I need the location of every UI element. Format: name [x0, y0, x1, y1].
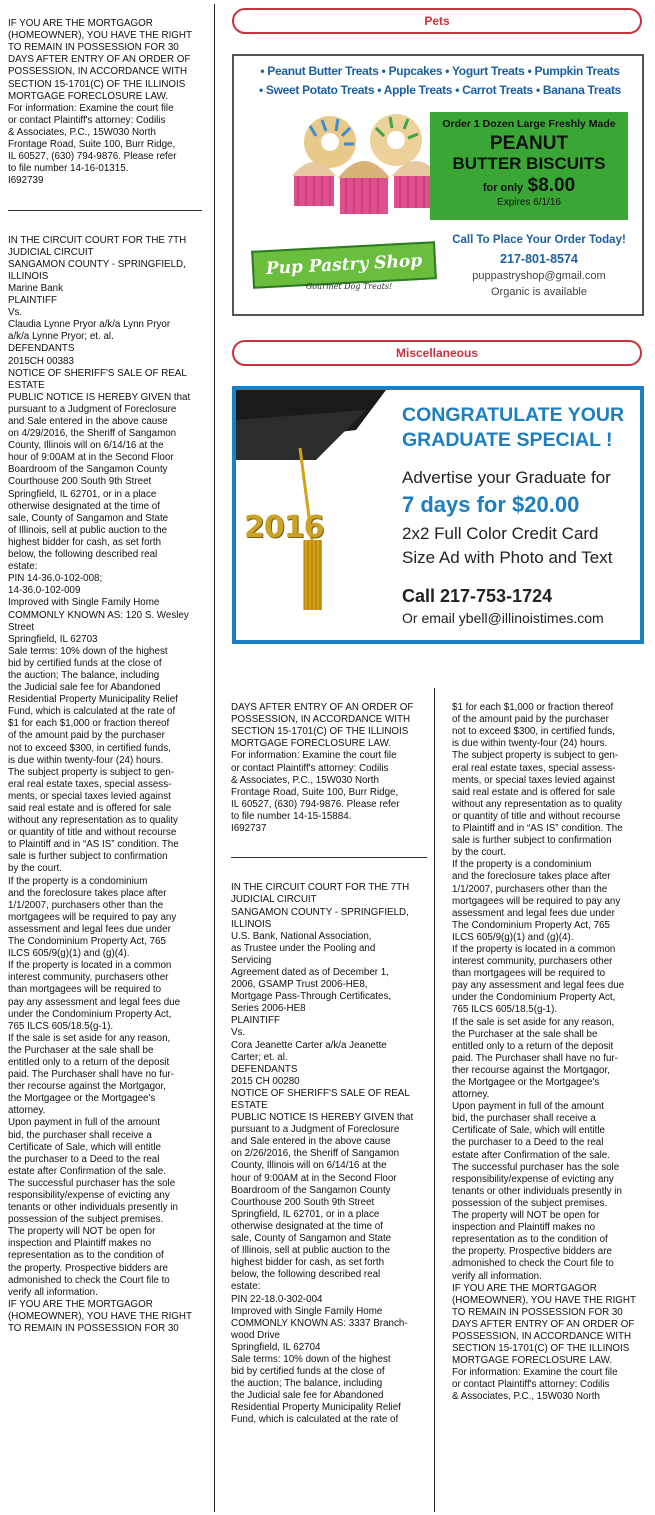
- offer-big-1: PEANUT: [489, 133, 569, 154]
- notice-2: IN THE CIRCUIT COURT FOR THE 7TH JUDICIAL CIRCUIT SANGAMON COUNTY - SPRINGFIELD, ILLINOIS Marine Bank PLAINTIFF Vs. Claudia Lynne Pryor a/k/a Lynn Pryor a/k/a Lynne Pryor; et. al. DEFENDANTS 2015CH 00383 NOTICE OF SHERIFF'S SALE OF REAL ESTATE PUBLIC NOTICE IS HEREBY GIVEN that pursuant to a Judgment of Foreclosure and Sale entered in the above cause on 4/29/2016, the Sheriff of Sangamon County, Illinois will on 6/14/16 at the hour of 9:00AM at in the Second Floor Boardroom of the Sangamon County Courthouse 200 South 9th Street Springfield, IL 62701, or in a place otherwise designated at the time of sale, County of Sangamon and State of Illinois, sell at public auction to the highest bidder for cash, as set forth below, the following described real estate: PIN 14-36.0-102-008; 14-36.0-102-009 Improved with Single Family Home COMMONLY KNOWN AS: 120 S. Wesley Street Springfield, IL 62703 Sale terms: 10% down of the highest bid by certified funds at the close of the auction; The balance, including the Judicial sale fee for Abandoned Residential Property Municipality Relief Fund, which is calculated at the rate of $1 for each $1,000 or fraction thereof of the amount paid by the purchaser not to exceed $300, in certified funds, is due within twenty-four (24) hours. The subject property is subject to gen- eral real estate taxes, special assess- ments, or special taxes levied against said real estate and is offered for sale without any representation as to quality or quantity of title and without recourse to Plaintiff and in “AS IS” condition. The sale is further subject to confirmation by the court. If the property is a condominium and the foreclosure takes place after 1/1/2007, purchasers other than the mortgagees will be required to pay any assessment and legal fees due under The Condominium Property Act, 765 ILCS 605/9(g)(1) and (g)(4). If the property is located in a common interest community, purchasers other than mortgagees will be required to pay any assessment and legal fees due under the Condominium Property Act, 765 ILCS 605/18.5(g-1). If the sale is set aside for any reason, the Purchaser at the sale shall be entitled only to a return of the deposit paid. The Purchaser shall have no fur- ther recourse against the Mortgagor, the Mortgagee or the Mortgagee's attorney. Upon payment in full of the amount bid, the purchaser shall receive a Certificate of Sale, which will entitle the purchaser to a Deed to the real estate after Confirmation of the sale. The successful purchaser has the sole responsibility/expense of evicting any tenants or other individuals presently in possession of the subject premises. The property will NOT be open for inspection and Plaintiff makes no representation as to the condition of the property. Prospective bidders are admonished to check the Court file to verify all information. IF YOU ARE THE MORTGAGOR (HOMEOWNER), YOU HAVE THE RIGHT TO REMAIN IN POSSESSION FOR 30: [8, 234, 192, 1335]
- section-header-misc: Miscellaneous: [232, 340, 642, 366]
- grad-headline-2: GRADUATE SPECIAL !: [402, 429, 613, 451]
- year-charm: 2016: [244, 510, 324, 545]
- notice-end-1: IF YOU ARE THE MORTGAGOR (HOMEOWNER), YOU HAVE THE RIGHT TO REMAIN IN POSSESSION FOR 30 DAYS AFTER ENTRY OF AN ORDER OF POSSESSION, IN ACCORDANCE WITH SECTION 15-1701(C) OF THE ILLINOIS MORTGAGE FORECLOSURE LAW. For information: Examine the court file or contact Plaintiff's attorney: Codilis & Associates, P.C., 15W030 North Frontage Road, Suite 100, Burr Ridge, IL 60527, (630) 794-9876. Please refer to file number 14-16-01315. I692739: [8, 18, 192, 187]
- phone-number: 217-801-8574: [500, 252, 578, 266]
- notice-3-continued: $1 for each $1,000 or fraction thereof of the amount paid by the purchaser not to exceed $300, in certified funds, is due within twenty-four (24) hours. The subject property is subject to gen- eral real estate taxes, special assess- ments, or special taxes levied against said real estate and is offered for sale without any representation as to quality or quantity of title and without recourse to Plaintiff and in “AS IS” condition. The sale is further subject to confirmation by the court. If the property is a condominium and the foreclosure takes place after 1/1/2007, purchasers other than the mortgagees will be required to pay any assessment and legal fees due under The Condominium Property Act, 765 ILCS 605/9(g)(1) and (g)(4). If the property is located in a common interest community, purchasers other than mortgagees will be required to pay any assessment and legal fees due under the Condominium Property Act, 765 ILCS 605/18.5(g-1). If the sale is set aside for any reason, the Purchaser at the sale shall be entitled only to a return of the deposit paid. The Purchaser shall have no fur- ther recourse against the Mortgagor, the Mortgagee or the Mortgagee's attorney. Upon payment in full of the amount bid, the purchaser shall receive a Certificate of Sale, which will entitle the purchaser to a Deed to the real estate after Confirmation of the sale. The successful purchaser has the sole responsibility/expense of evicting any tenants or other individuals presently in possession of the subject premises. The property will NOT be open for inspection and Plaintiff makes no representation as to the condition of the property. Prospective bidders are admonished to check the Court file to verify all information. IF YOU ARE THE MORTGAGOR (HOMEOWNER), YOU HAVE THE RIGHT TO REMAIN IN POSSESSION FOR 30 DAYS AFTER ENTRY OF AN ORDER OF POSSESSION, IN ACCORDANCE WITH SECTION 15-1701(C) OF THE ILLINOIS MORTGAGE FORECLOSURE LAW. For information: Examine the court file or contact Plaintiff's attorney: Codilis & Associates, P.C., 15W030 North: [452, 702, 636, 1403]
- section-header-pets: Pets: [232, 8, 642, 34]
- treats-line-1: • Peanut Butter Treats • Pupcakes • Yogurt Treats • Pumpkin Treats: [260, 64, 620, 78]
- grad-line-3: 2x2 Full Color Credit Card: [402, 524, 599, 543]
- middle-column: [231, 690, 431, 1439]
- grad-headline-1: CONGRATULATE YOUR: [402, 404, 625, 426]
- offer-top: Order 1 Dozen Large Freshly Made: [442, 118, 616, 130]
- offer-big-2: BUTTER BISCUITS: [452, 154, 606, 173]
- grad-line-1: Advertise your Graduate for: [402, 468, 611, 487]
- donut-icon: [304, 116, 356, 168]
- offer-box: [430, 112, 628, 220]
- pup-pastry-ad: [232, 54, 644, 316]
- grad-call: Call 217-753-1724: [402, 586, 553, 606]
- offer-price-line: [430, 175, 628, 197]
- notice-end-middle: DAYS AFTER ENTRY OF AN ORDER OF POSSESSION, IN ACCORDANCE WITH SECTION 15-1701(C) OF THE ILLINOIS MORTGAGE FORECLOSURE LAW. For information: Examine the court file or contact Plaintiff's attorney: Codilis & Associates, P.C., 15W030 North Frontage Road, Suite 100, Burr Ridge, IL 60527, (630) 794-9876. Please refer to file number 14-15-15884. I692737: [231, 702, 414, 835]
- call-line: Call To Place Your Order Today!: [452, 234, 626, 246]
- notice-divider: [8, 210, 202, 211]
- grad-line-4: Size Ad with Photo and Text: [402, 548, 613, 567]
- notice-divider: [231, 857, 427, 858]
- right-column: [452, 690, 652, 1416]
- treats-line-2: • Sweet Potato Treats • Apple Treats • Carrot Treats • Banana Treats: [258, 83, 622, 97]
- grad-email: Or email ybell@illinoistimes.com: [402, 610, 604, 626]
- graduate-special-ad: [232, 386, 644, 644]
- logo-name: Pup Pastry Shop: [265, 250, 423, 280]
- donut-icon: [370, 114, 422, 166]
- organic-line: Organic is available: [491, 286, 587, 298]
- offer-for: for only: [482, 182, 524, 194]
- cupcake-icon: [292, 162, 336, 206]
- column-rule-left: [214, 4, 215, 1512]
- offer-expires: Expires 6/1/16: [497, 197, 561, 208]
- grad-line-2: 7 days for $20.00: [402, 492, 580, 517]
- cupcake-icon: [338, 161, 390, 214]
- notice-3: IN THE CIRCUIT COURT FOR THE 7TH JUDICIAL CIRCUIT SANGAMON COUNTY - SPRINGFIELD, ILLINOIS U.S. Bank, National Association, as Trustee under the Pooling and Servicing Agreement dated as of December 1, 2006, GSAMP Trust 2006-HE8, Mortgage Pass-Through Certificates, Series 2006-HE8 PLAINTIFF Vs. Cora Jeanette Carter a/k/a Jeanette Carter; et. al. DEFENDANTS 2015 CH 00280 NOTICE OF SHERIFF'S SALE OF REAL ESTATE PUBLIC NOTICE IS HEREBY GIVEN that pursuant to a Judgment of Foreclosure and Sale entered in the above cause on 2/26/2016, the Sheriff of Sangamon County, Illinois will on 6/14/16 at the hour of 9:00AM at in the Second Floor Boardroom of the Sangamon County Courthouse 200 South 9th Street Springfield, IL 62701, or in a place otherwise designated at the time of sale, County of Sangamon and State of Illinois, sell at public auction to the highest bidder for cash, as set forth below, the following described real estate: PIN 22-18.0-302-004 Improved with Single Family Home COMMONLY KNOWN AS: 3337 Branch- wood Drive Springfield, IL 62704 Sale terms: 10% down of the highest bid by certified funds at the close of the auction; The balance, including the Judicial sale fee for Abandoned Residential Property Municipality Relief Fund, which is calculated at the rate of: [231, 882, 414, 1426]
- logo-tagline: Gourmet Dog Treats!: [305, 282, 393, 291]
- column-rule-right: [434, 688, 435, 1512]
- left-column: [8, 6, 206, 1347]
- offer-price: $8.00: [527, 175, 576, 196]
- email-line: puppastryshop@gmail.com: [472, 270, 606, 282]
